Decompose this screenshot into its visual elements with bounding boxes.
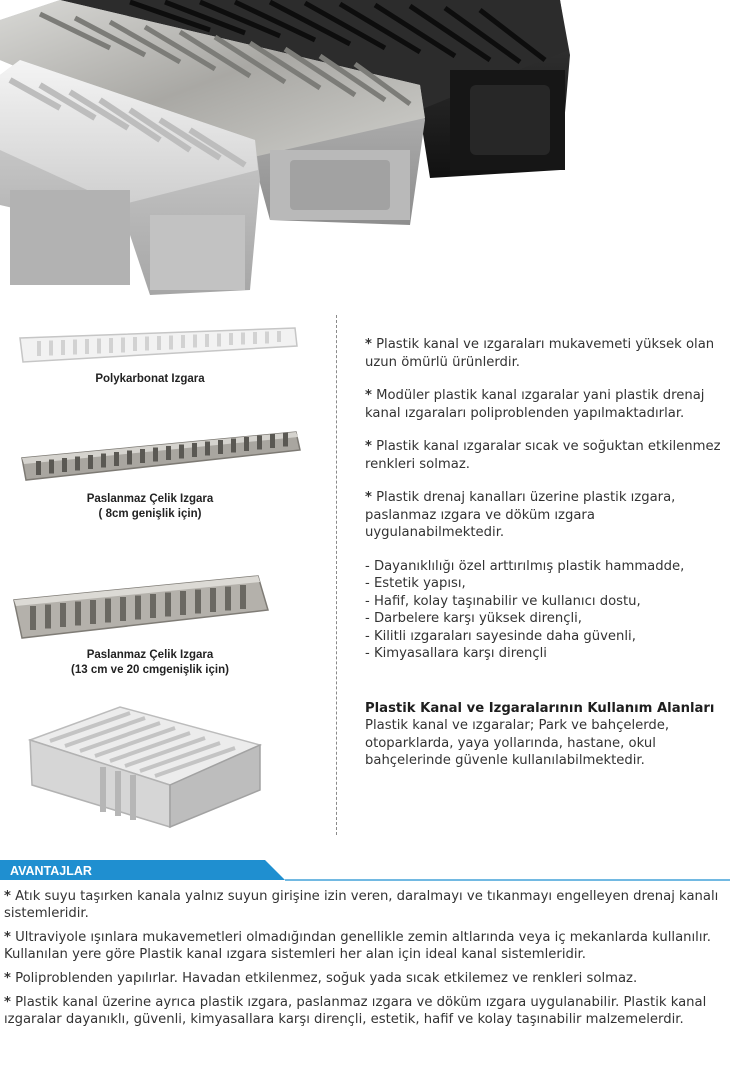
usage-title: Plastik Kanal ve Izgaralarının Kullanım Alanları: [365, 700, 715, 716]
info-paragraph: * Plastik kanal ızgaralar sıcak ve soğuktan etkilenmez renkleri solmaz.: [365, 439, 721, 472]
product-caption-polycarbonate: Polykarbonat Izgara: [95, 373, 205, 385]
column-divider: [336, 315, 337, 835]
advantage-item: * Atık suyu taşırken kanala yalnız suyun girişine izin veren, daralmayı ve tıkanmayı engelleyen drenaj kanalı sistemleridir.: [4, 889, 719, 921]
usage-text: Plastik kanal ve ızgaralar; Park ve bahçelerde, otoparklarda, yaya yollarında, hastane, okul bahçelerinde güvenle kullanılabilmektedir.: [365, 718, 670, 768]
drainage-channels-photo: [0, 0, 730, 300]
feature-item: - Darbelere karşı yüksek dirençli,: [365, 611, 582, 626]
info-paragraph: * Plastik kanal ve ızgaraları mukavemeti yüksek olan uzun ömürlü ürünlerdir.: [365, 337, 715, 370]
feature-item: - Kimyasallara karşı dirençli: [365, 646, 547, 661]
advantages-title: AVANTAJLAR: [10, 864, 92, 878]
feature-item: - Hafif, kolay taşınabilir ve kullanıcı dostu,: [365, 593, 641, 609]
feature-item: - Estetik yapısı,: [365, 576, 466, 591]
info-column: [365, 336, 725, 770]
advantage-item: * Ultraviyole ışınlara mukavemetleri olmadığından genellikle zemin altlarında veya iç mekanlarda kullanılır. Kullanılan yere göre Plastik kanal ızgara sistemleri her alan için ideal kanal sistemleridir.: [4, 930, 711, 962]
channel-with-grate-image: [20, 705, 265, 830]
info-paragraph: * Plastik drenaj kanalları üzerine plastik ızgara, paslanmaz ızgara ve döküm ızgara uygulanabilmektedir.: [365, 490, 676, 540]
feature-list: [365, 558, 725, 663]
stainless-grate-8cm-image: [18, 428, 303, 483]
product-caption-stainless-8cm: Paslanmaz Çelik Izgara ( 8cm genişlik için): [86, 493, 214, 520]
advantage-item: * Poliproblenden yapılırlar. Havadan etkilenmez, soğuk yada sıcak etkilemez ve renkleri solmaz.: [4, 971, 638, 986]
feature-item: - Kilitli ızgaraları sayesinde daha güvenli,: [365, 628, 636, 644]
advantage-item: * Plastik kanal üzerine ayrıca plastik ızgara, paslanmaz ızgara ve döküm ızgara uygulanabilir. Plastik kanal ızgaralar dayanıklı, güvenli, kimyasallara karşı dirençli, estetik, hafif ve kolay taşınabilir malzemelerdir.: [4, 995, 707, 1027]
feature-item: - Dayanıklılığı özel arttırılmış plastik hammadde,: [365, 558, 685, 574]
info-paragraph: * Modüler plastik kanal ızgaralar yani plastik drenaj kanal ızgaraları poliproblenden yapılmaktadırlar.: [365, 388, 705, 421]
advantages-header-bar: [0, 860, 730, 882]
stainless-grate-13-20cm-image: [10, 572, 275, 642]
usage-section: [365, 700, 725, 770]
advantages-list: [4, 888, 724, 1035]
product-caption-stainless-13-20cm: Paslanmaz Çelik Izgara (13 cm ve 20 cmgenişlik için): [71, 649, 229, 676]
polycarbonate-grate-image: [15, 320, 300, 370]
